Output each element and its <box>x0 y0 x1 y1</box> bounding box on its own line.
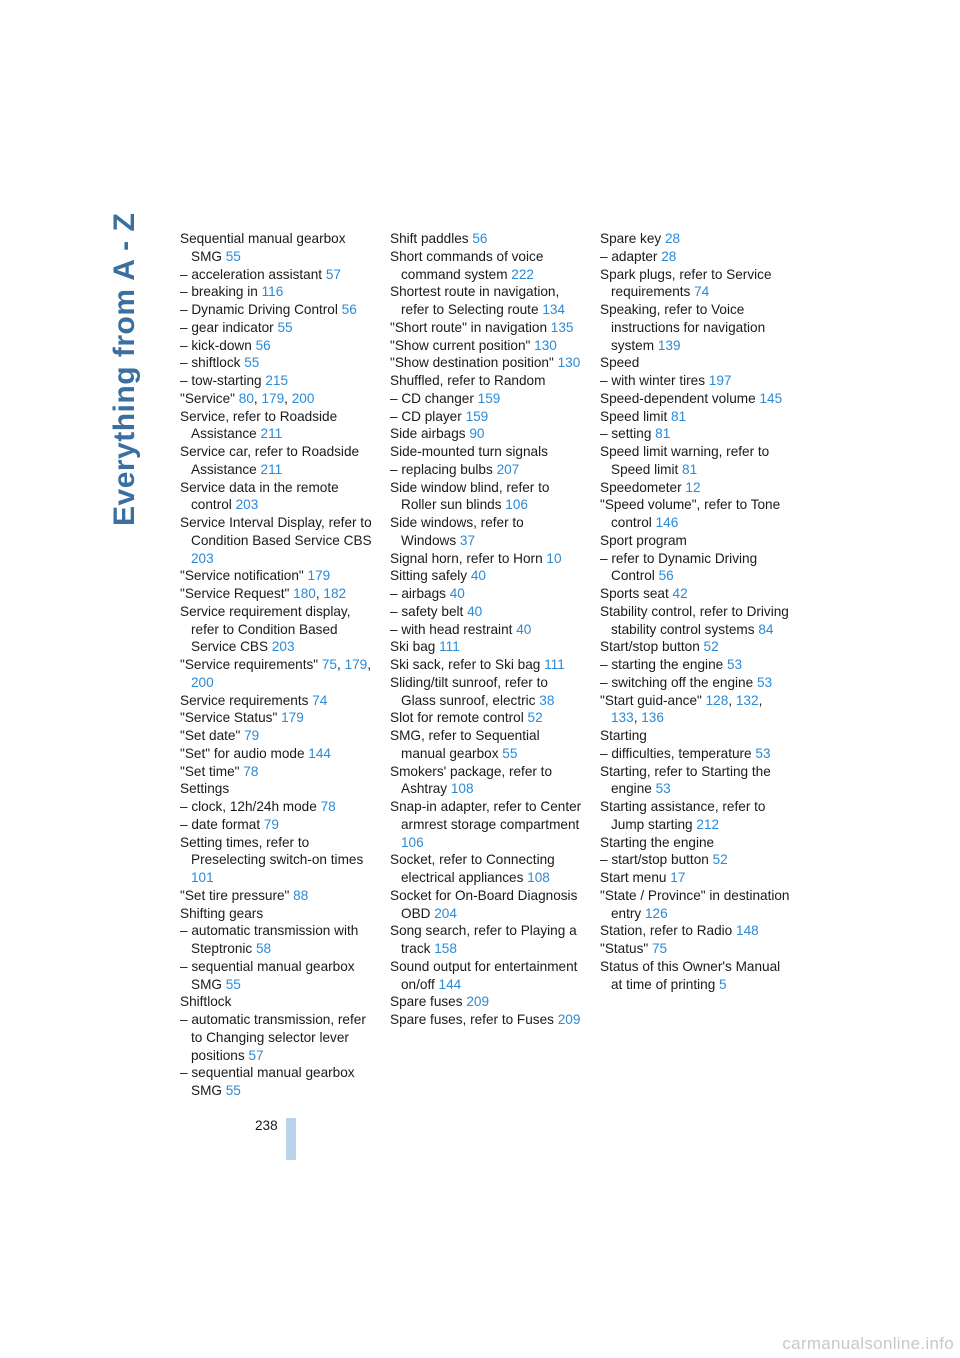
page-reference-link[interactable]: 136 <box>641 710 664 726</box>
index-entry <box>180 780 372 798</box>
side-title <box>98 212 152 526</box>
page-reference-link[interactable]: 53 <box>755 745 771 761</box>
index-entry <box>390 727 582 763</box>
page-reference-link[interactable]: 81 <box>682 461 698 477</box>
index-entry-text: Spare fuses <box>390 994 467 1010</box>
index-entry-text: Sports seat <box>600 586 673 601</box>
index-entry <box>390 354 582 372</box>
page-reference-link[interactable]: 78 <box>243 763 259 779</box>
page-reference-link[interactable]: 101 <box>191 870 214 885</box>
index-entry <box>390 993 582 1011</box>
index-entry-text: – Dynamic Driving Control <box>180 302 342 317</box>
index-entry: "Service Request" 180, 182 <box>180 586 347 601</box>
page-reference-link[interactable]: 209 <box>466 994 490 1010</box>
index-entry <box>390 709 582 727</box>
page-reference-link[interactable]: 58 <box>255 941 272 956</box>
index-entry <box>180 230 372 266</box>
page-reference-link[interactable]: 56 <box>255 337 271 353</box>
index-entry <box>180 266 372 284</box>
page-reference-link[interactable]: 200 <box>291 390 315 406</box>
index-column-2 <box>390 230 582 1029</box>
index-entry <box>600 585 792 603</box>
index-entry-text: – sequential manual gearbox SMG <box>180 1065 355 1098</box>
index-entry-text: – shiftlock <box>180 355 245 371</box>
index-entry <box>180 319 372 337</box>
index-entry-text: – tow-starting <box>180 373 266 388</box>
index-entry <box>180 922 372 958</box>
index-entry <box>390 408 582 426</box>
index-entry-text: – difficulties, temperature <box>600 745 756 761</box>
index-entry-text: Short commands of voice command system <box>390 248 544 282</box>
index-entry-text: "Show current position" <box>390 337 535 353</box>
page-reference-link[interactable]: 111 <box>544 657 565 672</box>
index-entry-text: "Status" <box>600 941 652 956</box>
page-reference-link[interactable]: 38 <box>539 692 555 708</box>
index-entry <box>180 372 372 390</box>
index-entry-text: Starting assistance, refer to Jump starting <box>600 799 766 832</box>
index-entry-text: – CD changer <box>390 390 478 406</box>
index-entry <box>600 727 792 745</box>
index-entry: "Service" 80, 179, 200 <box>180 390 315 406</box>
index-entry-text: – airbags <box>390 586 450 601</box>
index-entry <box>180 408 372 444</box>
index-entry-text: Socket, refer to Connecting electrical appliances <box>390 852 555 885</box>
page-reference-link[interactable]: 203 <box>271 639 295 655</box>
index-entry-text: Starting, refer to Starting the engine <box>600 763 771 797</box>
page-reference-link[interactable]: 52 <box>703 639 719 655</box>
index-entry <box>180 798 372 816</box>
index-entry <box>600 496 792 532</box>
index-entry <box>600 266 792 302</box>
index-entry-text: "Service Status" <box>180 710 282 726</box>
index-entry <box>600 372 792 390</box>
index-entry-text: Sliding/tilt sunroof, refer to Glass sunroof, electric <box>390 674 548 708</box>
page-reference-link[interactable]: 5 <box>719 976 727 992</box>
index-entry <box>600 940 792 958</box>
page-reference-link[interactable]: 106 <box>401 834 424 850</box>
index-entry-text: "Show destination position" <box>390 355 558 371</box>
index-entry <box>390 337 582 355</box>
index-entry-text: Sport program <box>600 532 687 548</box>
index-entry-text: Starting <box>600 728 647 743</box>
index-entry <box>180 603 372 656</box>
index-entry <box>180 354 372 372</box>
index-entry-text: – switching off the engine <box>600 674 757 690</box>
index-entry-text: – automatic transmission with Steptronic <box>180 923 359 956</box>
index-entry <box>600 958 792 994</box>
index-entry-text: Slot for remote control <box>390 710 528 726</box>
index-entry-text: – safety belt <box>390 603 468 619</box>
index-entry-text: Sequential manual gearbox SMG <box>180 231 346 264</box>
page-reference-link[interactable]: 55 <box>277 319 293 335</box>
index-entry <box>390 550 582 568</box>
page-reference-link[interactable]: 57 <box>248 1047 264 1063</box>
index-entry <box>600 798 792 834</box>
index-entry: "Service requirements" 75, 179, 200 <box>180 657 372 690</box>
index-entry-text: – gear indicator <box>180 319 278 335</box>
index-column-3 <box>600 230 792 993</box>
index-entry-text: Side airbags <box>390 426 470 442</box>
page-reference-link[interactable]: 84 <box>758 621 774 637</box>
page-reference-link[interactable]: 79 <box>263 816 279 832</box>
index-entry <box>390 922 582 958</box>
page-reference-link[interactable]: 158 <box>434 941 457 956</box>
page-reference-link[interactable]: 55 <box>225 976 241 992</box>
index-entry-text: – setting <box>600 426 656 442</box>
index-entry <box>600 550 792 586</box>
index-entry-text: "State / Province" in destination entry <box>600 887 790 921</box>
index-entry-text: – refer to Dynamic Driving Control <box>600 550 758 584</box>
page-reference-link[interactable]: 209 <box>557 1012 581 1027</box>
index-entry-text: "Service requirements" <box>180 657 322 672</box>
index-entry-text: Speaking, refer to Voice instructions for navigation system <box>600 302 766 353</box>
index-entry <box>180 479 372 515</box>
page-reference-link[interactable]: 200 <box>191 674 214 690</box>
index-entry-text: SMG, refer to Sequential manual gearbox <box>390 728 540 761</box>
index-entry <box>600 851 792 869</box>
page-reference-link[interactable]: 37 <box>459 532 476 548</box>
page-reference-link[interactable]: 116 <box>261 284 284 300</box>
index-entry <box>180 301 372 319</box>
index-entry-text: Sitting safely <box>390 568 471 584</box>
index-entry <box>600 479 792 497</box>
index-entry <box>390 674 582 710</box>
index-entry-text: – with head restraint <box>390 621 517 637</box>
page-reference-link[interactable]: 10 <box>546 550 562 566</box>
index-entry-text: "Short route" in navigation <box>390 319 551 335</box>
page-reference-link[interactable]: 126 <box>645 905 668 921</box>
index-entry-text: – replacing bulbs <box>390 461 497 477</box>
index-entry <box>390 851 582 887</box>
page-reference-link[interactable]: 197 <box>708 373 732 388</box>
page-reference-link[interactable]: 179 <box>344 657 368 672</box>
page-reference-link[interactable]: 207 <box>496 461 520 477</box>
index-entry-text: Service Interval Display, refer to Condition Based Service CBS <box>180 515 372 548</box>
index-entry-text: "Set date" <box>180 728 245 743</box>
index-entry <box>600 834 792 852</box>
index-entry-text: Service requirement display, refer to Condition Based Service CBS <box>180 603 351 655</box>
index-entry-text: Spare key <box>600 231 665 246</box>
page-reference-link[interactable]: 130 <box>557 355 581 371</box>
page-reference-link[interactable]: 106 <box>505 497 528 513</box>
index-entry-text: Speed limit <box>600 408 672 424</box>
index-entry <box>180 905 372 923</box>
index-entry <box>180 1064 372 1100</box>
index-entry-text: "Set" for audio mode <box>180 745 309 761</box>
page-reference-link[interactable]: 88 <box>293 887 309 903</box>
index-entry-text: Service car, refer to Roadside Assistance <box>180 444 360 477</box>
page-reference-link[interactable]: 139 <box>657 337 681 353</box>
index-entry <box>390 230 582 248</box>
page-reference-link[interactable]: 40 <box>516 621 532 637</box>
page-reference-link[interactable]: 108 <box>450 781 474 797</box>
index-entry <box>600 408 792 426</box>
page-reference-link[interactable]: 133 <box>611 710 634 726</box>
index-entry-text: Station, refer to Radio <box>600 923 737 939</box>
index-entry-text: Shuffled, refer to Random <box>390 373 546 388</box>
page-reference-link[interactable]: 55 <box>225 248 241 264</box>
page-reference-link[interactable]: 28 <box>661 248 677 264</box>
index-entry <box>390 763 582 799</box>
index-entry <box>180 763 372 781</box>
page-reference-link[interactable]: 52 <box>527 710 543 726</box>
index-entry-text: – with winter tires <box>600 373 709 388</box>
index-entry <box>390 390 582 408</box>
index-entry <box>600 603 792 639</box>
index-entry <box>180 816 372 834</box>
page-reference-link[interactable]: 90 <box>469 426 485 442</box>
page-reference-link[interactable]: 40 <box>449 586 465 601</box>
page-reference-link[interactable]: 145 <box>759 390 783 406</box>
page-reference-link[interactable]: 79 <box>244 728 260 743</box>
page-reference-link[interactable]: 128 <box>705 692 729 708</box>
index-entry <box>180 692 372 710</box>
page-reference-link[interactable]: 144 <box>308 745 331 761</box>
index-entry <box>600 443 792 479</box>
page-reference-link[interactable]: 12 <box>685 479 701 495</box>
index-entry-text: Service, refer to Roadside Assistance <box>180 408 338 442</box>
index-entry-text: – kick-down <box>180 337 256 353</box>
index-entry <box>600 248 792 266</box>
index-entry <box>390 638 582 656</box>
index-entry-text: Snap-in adapter, refer to Center armrest storage compartment <box>390 799 582 832</box>
index-entry <box>600 425 792 443</box>
index-entry <box>180 834 372 887</box>
index-entry <box>180 443 372 479</box>
index-entry-text: "Start guid-ance" <box>600 692 706 708</box>
index-entry-text: – automatic transmission, refer to Changing selector lever positions <box>180 1012 366 1063</box>
index-entry <box>390 283 582 319</box>
page-reference-link[interactable]: 179 <box>281 710 304 726</box>
index-entry-text: Ski sack, refer to Ski bag <box>390 657 545 672</box>
index-entry-text: – start/stop button <box>600 852 713 868</box>
page-reference-link[interactable]: 78 <box>320 799 336 814</box>
index-entry-text: Song search, refer to Playing a track <box>390 923 577 956</box>
index-entry-text: "Service Request" <box>180 586 294 601</box>
page-reference-link[interactable]: 146 <box>655 515 679 530</box>
index-entry-text: Side window blind, refer to Roller sun blinds <box>390 479 550 513</box>
page-reference-link[interactable]: 42 <box>672 586 688 601</box>
page-reference-link[interactable]: 55 <box>244 355 260 371</box>
index-entry-text: Signal horn, refer to Horn <box>390 550 547 566</box>
index-entry-text: Speed <box>600 355 640 371</box>
page-reference-link[interactable]: 182 <box>323 586 347 601</box>
index-entry <box>390 567 582 585</box>
index-entry-text: – clock, 12h/24h mode <box>180 799 321 814</box>
index-entry-text: Service data in the remote control <box>180 479 339 513</box>
index-entry <box>600 869 792 887</box>
page-reference-link[interactable]: 180 <box>293 586 316 601</box>
page-reference-link[interactable]: 111 <box>439 639 460 655</box>
index-entry <box>180 958 372 994</box>
index-entry <box>180 337 372 355</box>
page-reference-link[interactable]: 215 <box>265 373 289 388</box>
index-entry <box>390 372 582 390</box>
watermark: carmanualsonline.info <box>782 1334 954 1353</box>
index-entry <box>180 709 372 727</box>
page-reference-link[interactable]: 159 <box>477 390 501 406</box>
index-entry-text: Ski bag <box>390 639 440 655</box>
index-entry <box>180 1011 372 1064</box>
page-reference-link[interactable]: 148 <box>736 923 759 939</box>
index-entry <box>180 745 372 763</box>
index-entry-text: Shiftlock <box>180 994 232 1010</box>
index-entry <box>390 887 582 923</box>
page-reference-link[interactable]: 56 <box>341 302 357 317</box>
index-entry <box>180 514 372 567</box>
index-entry <box>600 656 792 674</box>
page-reference-link[interactable]: 81 <box>671 408 687 424</box>
page-reference-link[interactable]: 57 <box>325 266 341 282</box>
page-reference-link[interactable]: 75 <box>651 941 668 956</box>
index-entry-text: – date format <box>180 816 264 832</box>
index-entry-text: Speed-dependent volume <box>600 390 760 406</box>
page-reference-link[interactable]: 144 <box>438 976 462 992</box>
index-entry-text: – starting the engine <box>600 657 727 672</box>
page-reference-link[interactable]: 74 <box>312 692 328 708</box>
index-entry <box>180 727 372 745</box>
index-entry <box>180 993 372 1011</box>
page-reference-link[interactable]: 53 <box>655 781 671 797</box>
index-entry-text: "Set tire pressure" <box>180 887 294 903</box>
index-entry <box>600 922 792 940</box>
page-reference-link[interactable]: 55 <box>502 745 518 761</box>
index-entry-text: Spare fuses, refer to Fuses <box>390 1012 558 1027</box>
index-entry-text: Starting the engine <box>600 834 715 850</box>
index-entry-text: "Speed volume", refer to Tone control <box>600 497 781 530</box>
page-bar-marker <box>286 1118 296 1160</box>
index-entry-text: Start menu <box>600 870 671 885</box>
index-entry <box>390 798 582 851</box>
index-entry-text: Shortest route in navigation, refer to Selecting route <box>390 284 560 317</box>
side-title-text: Everything from A - Z <box>108 212 141 526</box>
page-reference-link[interactable]: 53 <box>726 657 743 672</box>
index-entry-text: Side windows, refer to Windows <box>390 515 524 548</box>
index-entry <box>600 301 792 354</box>
index-entry-text: "Service" <box>180 390 239 406</box>
index-entry <box>390 443 582 461</box>
page-reference-link[interactable]: 55 <box>225 1083 241 1098</box>
page-reference-link[interactable]: 40 <box>467 603 483 619</box>
page-reference-link[interactable]: 74 <box>694 284 710 300</box>
page-reference-link[interactable]: 211 <box>260 461 283 477</box>
index-entry-text: Sound output for entertainment on/off <box>390 958 578 992</box>
index-entry <box>600 532 792 550</box>
page-reference-link[interactable]: 17 <box>670 870 686 885</box>
index-entry <box>180 887 372 905</box>
index-entry <box>390 479 582 515</box>
page-reference-link[interactable]: 203 <box>235 497 259 513</box>
page-reference-link[interactable]: 81 <box>655 426 671 442</box>
index-entry-text: – breaking in <box>180 284 262 300</box>
index-entry <box>390 319 582 337</box>
index-entry <box>390 514 582 550</box>
index-entry <box>180 283 372 301</box>
page-reference-link[interactable]: 75 <box>321 657 337 672</box>
index-entry-text: Spark plugs, refer to Service requirements <box>600 266 772 300</box>
page-reference-link[interactable]: 56 <box>472 231 488 246</box>
index-column-1 <box>180 230 372 1100</box>
index-entry-text: Service requirements <box>180 692 313 708</box>
index-entry <box>390 656 582 674</box>
index-entry-text: – sequential manual gearbox SMG <box>180 958 355 992</box>
index-entry: "Start guid-ance" 128, 132, 133, 136 <box>600 692 763 726</box>
page-reference-link[interactable]: 80 <box>238 390 254 406</box>
index-entry <box>390 248 582 284</box>
index-entry <box>390 585 582 603</box>
index-entry <box>600 354 792 372</box>
page-reference-link[interactable]: 132 <box>735 692 759 708</box>
index-entry <box>600 674 792 692</box>
index-entry <box>600 638 792 656</box>
index-entry-text: – acceleration assistant <box>180 266 326 282</box>
index-entry <box>390 1011 582 1029</box>
index-entry <box>390 603 582 621</box>
index-entry-text: Shifting gears <box>180 905 264 921</box>
page-reference-link[interactable]: 179 <box>307 568 331 584</box>
page-reference-link[interactable]: 52 <box>712 852 728 868</box>
index-entry-text: Status of this Owner's Manual at time of printing <box>600 958 781 992</box>
page-reference-link[interactable]: 130 <box>534 337 557 353</box>
index-entry <box>600 390 792 408</box>
index-entry-text: "Service notification" <box>180 568 308 584</box>
page-reference-link[interactable]: 212 <box>696 816 720 832</box>
page-reference-link[interactable]: 28 <box>664 231 681 246</box>
index-entry-text: Side-mounted turn signals <box>390 444 548 459</box>
page-reference-link[interactable]: 108 <box>527 870 550 885</box>
index-entry <box>390 621 582 639</box>
page-reference-link[interactable]: 40 <box>470 568 486 584</box>
index-entry-text: Start/stop button <box>600 639 704 655</box>
index-entry-text: Smokers' package, refer to Ashtray <box>390 763 553 797</box>
index-entry-text: Setting times, refer to Preselecting switch-on times <box>180 834 364 868</box>
page-reference-link[interactable]: 204 <box>434 905 457 921</box>
index-entry <box>390 425 582 443</box>
index-entry-text: Socket for On-Board Diagnosis OBD <box>390 887 578 921</box>
index-entry-text: "Set time" <box>180 763 244 779</box>
index-entry-text: Stability control, refer to Driving stability control systems <box>600 603 789 637</box>
index-entry-text: Settings <box>180 781 230 797</box>
page-reference-link[interactable]: 159 <box>465 408 489 424</box>
page-reference-link[interactable]: 134 <box>542 302 565 317</box>
page-reference-link[interactable]: 56 <box>658 568 674 584</box>
index-entry <box>600 887 792 923</box>
page-reference-link[interactable]: 203 <box>191 550 214 566</box>
page-reference-link[interactable]: 53 <box>756 674 773 690</box>
index-entry <box>180 567 372 585</box>
index-entry-text: Speed limit warning, refer to Speed limit <box>600 444 770 477</box>
index-entry <box>390 958 582 994</box>
index-entry-text: – CD player <box>390 408 466 424</box>
page-number: 238 <box>255 1118 278 1133</box>
index-entry-text: Shift paddles <box>390 231 473 246</box>
page-reference-link[interactable]: 135 <box>550 319 574 335</box>
page-reference-link[interactable]: 179 <box>261 390 285 406</box>
index-entry <box>390 461 582 479</box>
index-entry <box>600 763 792 799</box>
index-entry <box>600 230 792 248</box>
index-entry <box>600 745 792 763</box>
index-entry-text: Speedometer <box>600 479 686 495</box>
page-reference-link[interactable]: 211 <box>260 426 283 442</box>
index-entry-text: – adapter <box>600 248 662 264</box>
page-reference-link[interactable]: 222 <box>511 266 534 282</box>
